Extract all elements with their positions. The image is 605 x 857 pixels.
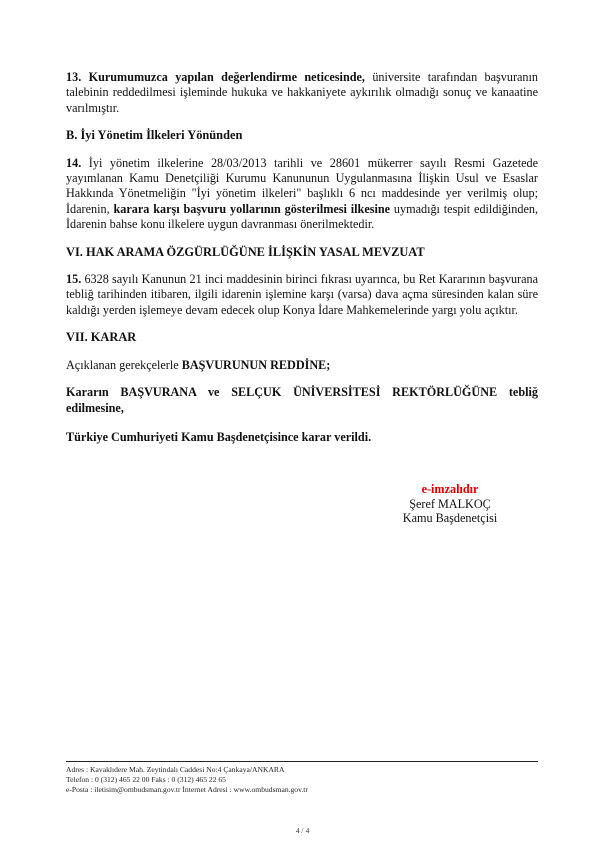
heading-legal-remedies: VI. HAK ARAMA ÖZGÜRLÜĞÜNE İLİŞKİN YASAL MEVZUAT <box>66 244 425 259</box>
signatory-title: Kamu Başdenetçisi <box>402 511 498 526</box>
decision-line-2: Kararın BAŞVURANA ve SELÇUK ÜNİVERSİTESİ REKTÖRLÜĞÜNE tebliğ edilmesine, <box>66 385 538 415</box>
decision-bold: BAŞVURUNUN REDDİNE; <box>181 357 331 372</box>
e-signature-label: e-imzalıdır <box>421 482 479 496</box>
decision-text: Açıklanan gerekçelerle <box>66 357 179 372</box>
footer-divider <box>66 761 538 762</box>
footer <box>66 765 538 795</box>
heading-good-governance: B. İyi Yönetim İlkeleri Yönünden <box>66 128 243 143</box>
footer-phone: Telefon : 0 (312) 465 22 00 Faks : 0 (312) 465 22 65 <box>66 775 226 784</box>
heading-decision: VII. KARAR <box>66 330 137 345</box>
paragraph-text: üniversite tarafından başvuranın talebinin reddedilmesi işleminde hukuka ve hakkaniyete aykırılık olmadığı sonuç ve kanaatine varılmıştır. <box>66 70 539 115</box>
document-body <box>66 70 538 445</box>
paragraph-number: 14. <box>66 155 82 170</box>
footer-email: e-Posta : iletisim@ombudsman.gov.tr İnternet Adresi : www.ombudsman.gov.tr <box>66 785 308 794</box>
paragraph-13 <box>66 70 538 116</box>
decision-line-1 <box>66 358 538 373</box>
paragraph-bold-lead: Kurumumuzca yapılan değerlendirme neticesinde, <box>88 70 365 84</box>
paragraph-number: 15. <box>66 272 82 287</box>
signature-block <box>380 482 520 526</box>
paragraph-number: 13. <box>66 70 82 84</box>
paragraph-15 <box>66 272 538 318</box>
page-number: 4 / 4 <box>295 826 310 835</box>
decision-line-3: Türkiye Cumhuriyeti Kamu Başdenetçisince karar verildi. <box>66 429 372 444</box>
paragraph-14 <box>66 156 538 233</box>
footer-address: Adres : Kavaklıdere Mah. Zeytindalı Caddesi No:4 Çankaya/ANKARA <box>66 765 285 774</box>
paragraph-text: uymadığı tespit edildiğinden, İdarenin bahse konu ilkelere uygun davranması önerilmektedir. <box>66 201 539 232</box>
paragraph-text: 6328 sayılı Kanunun 21 inci maddesinin birinci fıkrası uyarınca, bu Ret Kararının başvurana tebliğ tarihinden itibaren, ilgili idarenin işlemine karşı (varsa) dava açma süresinden kalan süre kaldığı yerden işlemeye devam edecek olup Konya İdare Mahkemelerinde yargı yolu açıktır. <box>66 272 539 317</box>
signatory-name: Şeref MALKOÇ <box>409 496 491 511</box>
paragraph-text: İyi yönetim ilkelerine 28/03/2013 tarihli ve 28601 mükerrer sayılı Resmi Gazetede yayımlanan Kamu Denetçiliği Kurumu Kanununun Uygulanmasına İlişkin Usul ve Esaslar Hakkında Yönetmeliğin "İyi yönetim ilkeleri" başlıklı 6 ncı maddesinde yer verilmiş olup; İdarenin, <box>66 155 538 216</box>
paragraph-bold-inline: karara karşı başvuru yollarının gösterilmesi ilkesine <box>113 201 391 216</box>
